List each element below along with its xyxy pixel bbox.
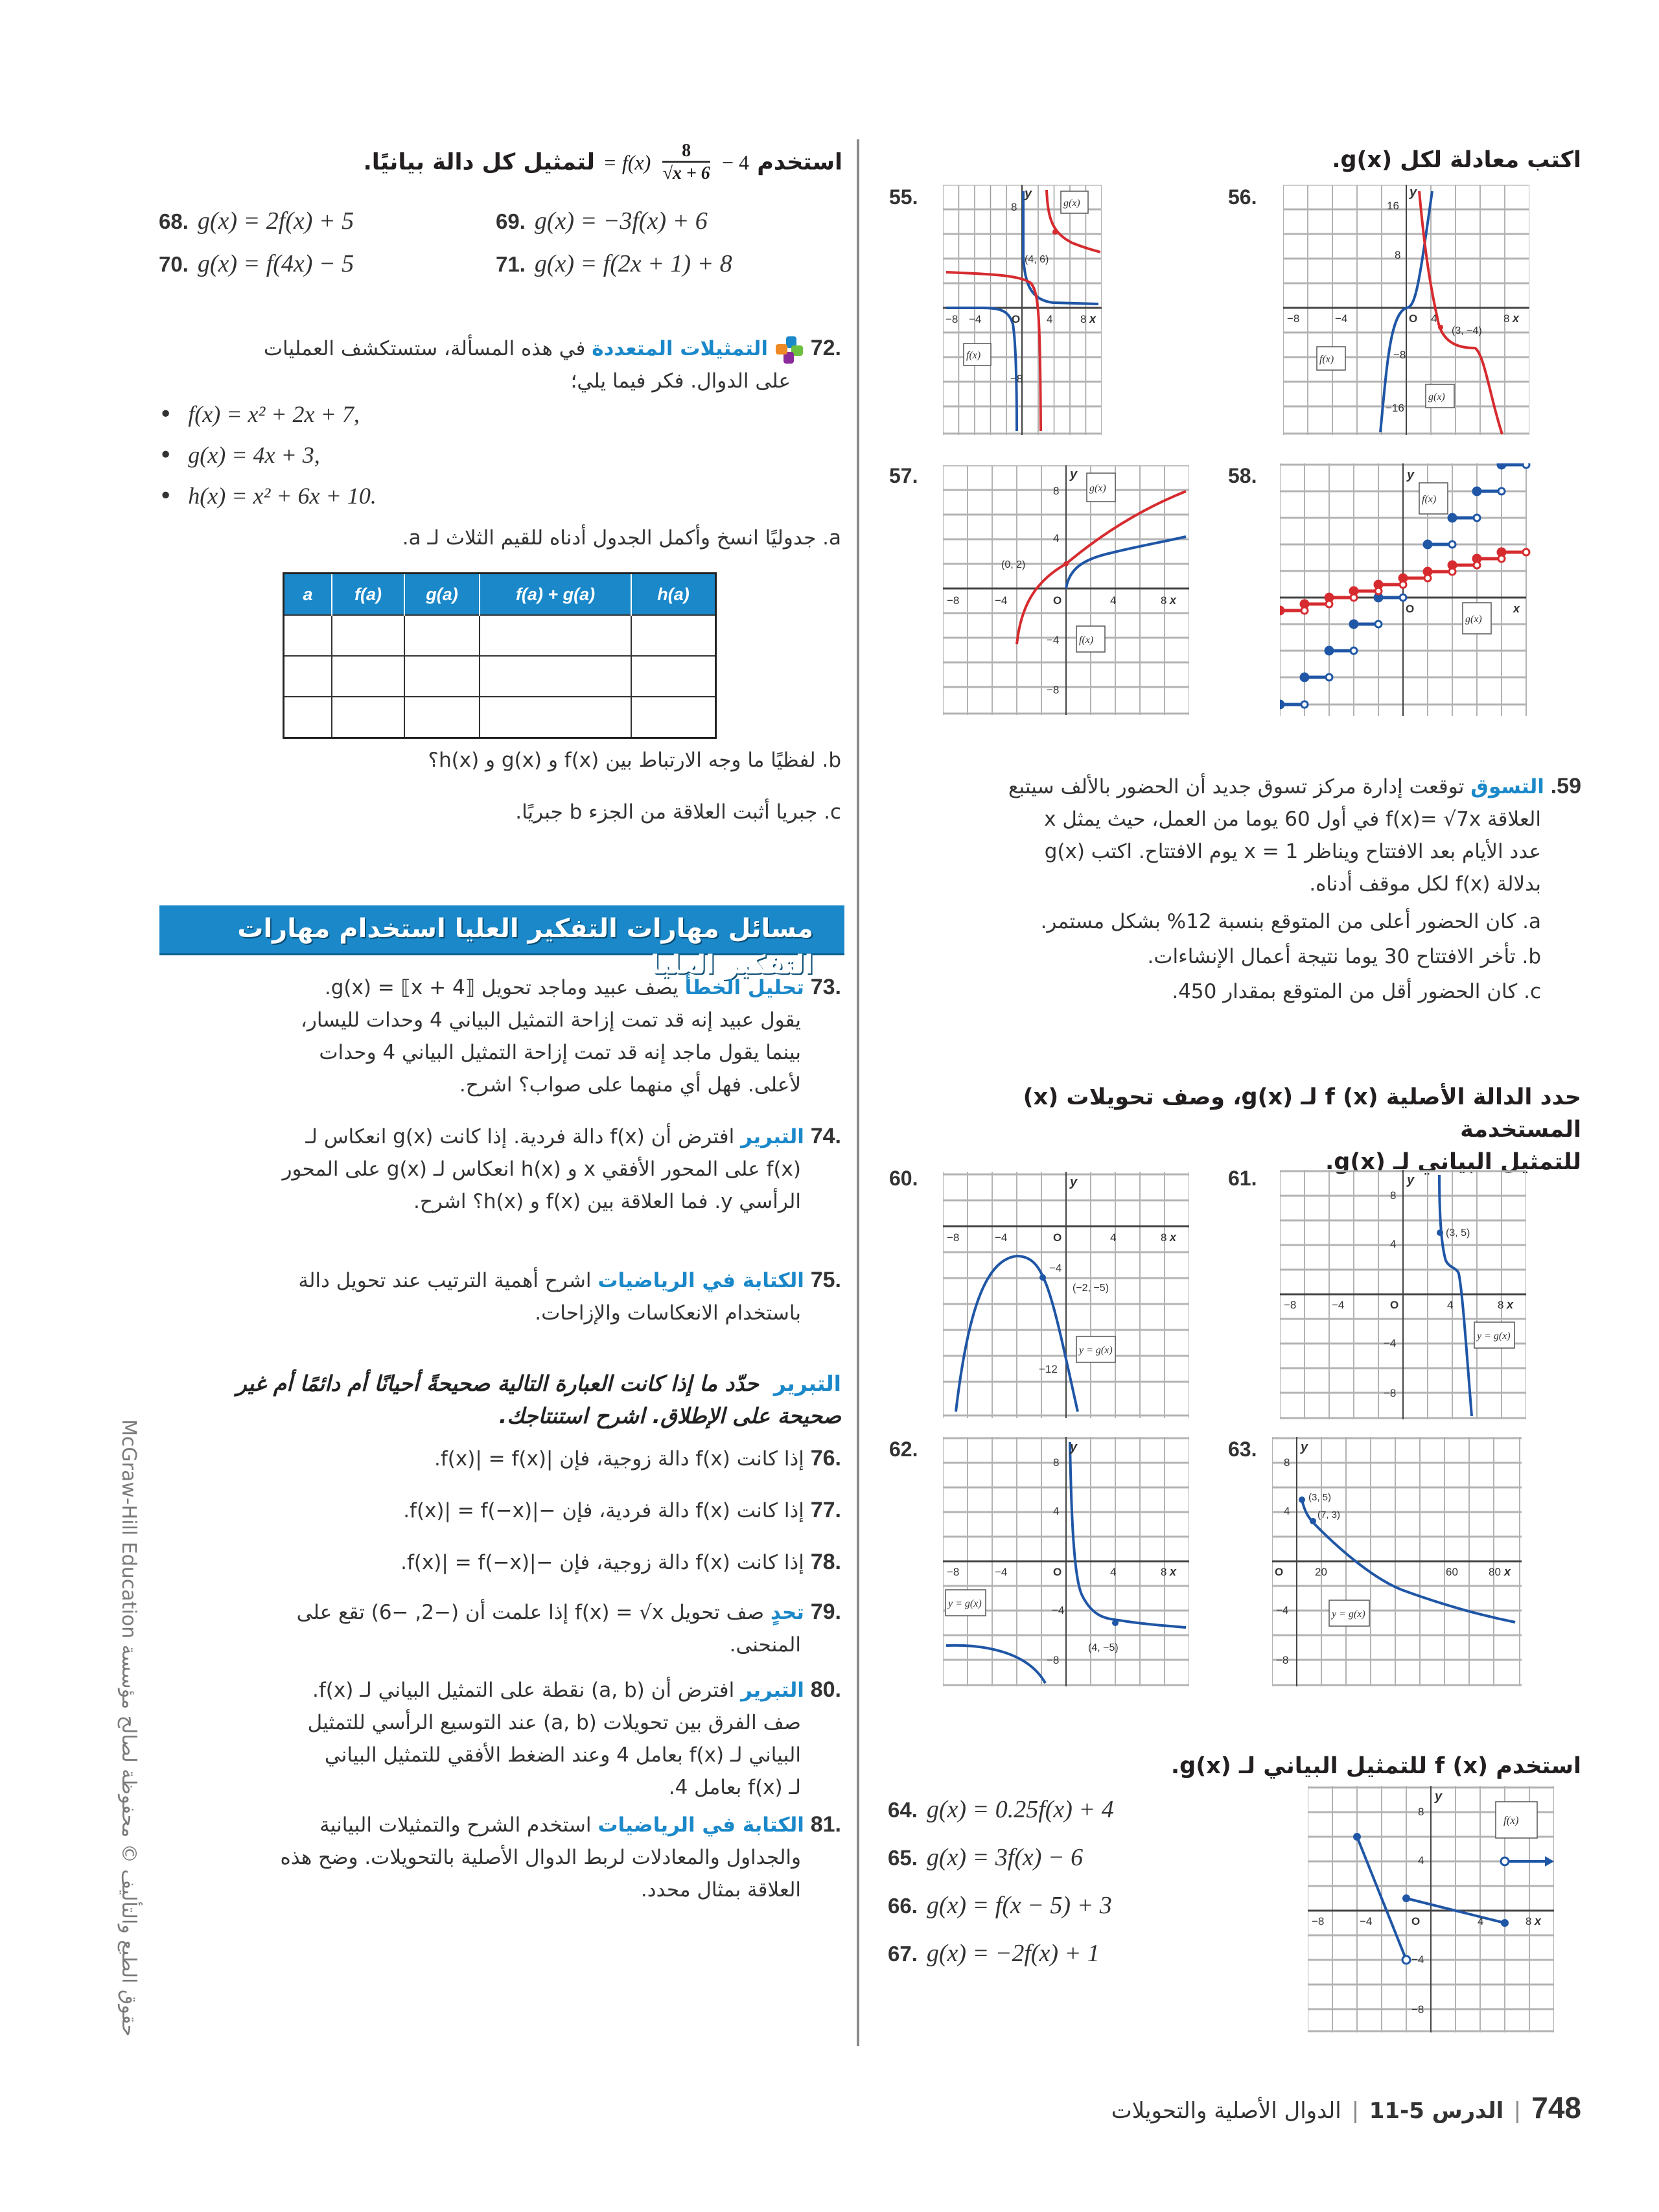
problem-number-56: 56. — [1228, 185, 1257, 209]
banner-title: مسائل مهارات التفكير العليا استخدام مهارات التفكير العليا — [237, 914, 813, 980]
svg-text:8: 8 — [1161, 594, 1167, 607]
problem-72 — [154, 332, 841, 397]
fraction — [662, 141, 710, 185]
svg-text:y: y — [1435, 1789, 1443, 1804]
graph-55 — [943, 185, 1102, 435]
problem-text: والجداول والمعادلات لربط الدوال الأصلية بالتحويلات. وضح هذه — [280, 1846, 801, 1869]
svg-text:−8: −8 — [1411, 2003, 1424, 2016]
sub-item-c: c. كان الحضور أقل من المتوقع بمقدار 450. — [1172, 980, 1541, 1003]
svg-text:8: 8 — [1284, 1456, 1290, 1469]
footer-separator — [1516, 2101, 1518, 2123]
graph-64-67-fx — [1308, 1786, 1554, 2032]
page-footer — [1111, 2090, 1581, 2125]
svg-text:(7, 3): (7, 3) — [1317, 1509, 1341, 1520]
problem-number: .78 — [810, 1550, 841, 1574]
problem-59 — [914, 770, 1581, 1009]
svg-text:y: y — [1410, 185, 1417, 200]
problem-81 — [193, 1808, 841, 1906]
svg-text:4: 4 — [1478, 1915, 1484, 1927]
problem-text: البياني لـ f(x) بعامل 4 وعند الضغط الأفقي للتمثيل البياني — [324, 1743, 801, 1767]
cell — [284, 656, 332, 697]
svg-text:−4: −4 — [1049, 1262, 1062, 1274]
svg-text:O: O — [1053, 1231, 1062, 1244]
problem-text: إذا كانت f(x) دالة فردية، فإن −|f(x)| = f(−x). — [403, 1499, 804, 1522]
svg-text:f(x): f(x) — [1079, 634, 1094, 646]
svg-text:f(x): f(x) — [1503, 1814, 1519, 1826]
problem-text: عدد الأيام بعد الافتتاح ويناظر x = 1 يوم الافتتاح. اكتب g(x) — [1044, 840, 1541, 863]
svg-text:x: x — [1170, 1565, 1177, 1578]
instruction-64-67: استخدم f (x) للتمثيل البياني لـ g(x). — [1170, 1753, 1581, 1779]
svg-text:x: x — [1170, 594, 1177, 607]
table-72 — [283, 572, 717, 739]
keyword-challenge: تحدٍ — [770, 1601, 804, 1624]
bullet-h: • h(x) = x² + 6x + 10. — [159, 476, 377, 517]
svg-text:−4: −4 — [995, 1231, 1008, 1244]
svg-text:O: O — [1012, 313, 1021, 325]
svg-text:−4: −4 — [1411, 1953, 1424, 1966]
problem-text: استخدم الشرح والتمثيلات البيانية — [319, 1813, 592, 1837]
svg-text:y = g(x): y = g(x) — [1079, 1345, 1113, 1356]
problem-text: f(x) على المحور الأفقي x و h(x) انعكاس لـ g(x) على المحور — [282, 1158, 801, 1181]
svg-text:−8: −8 — [1287, 312, 1300, 325]
graph-57 — [943, 465, 1189, 715]
problem-text: إذا كانت f(x) دالة زوجية، فإن |f(x)| = f(x). — [434, 1447, 804, 1471]
svg-text:−4: −4 — [1384, 1337, 1397, 1349]
col-fa-plus-ga: f(a) + g(a) — [480, 574, 631, 616]
svg-text:8: 8 — [1418, 1806, 1424, 1818]
svg-text:O: O — [1406, 603, 1415, 615]
keyword-reasoning: التبرير — [741, 1679, 804, 1702]
svg-text:O: O — [1053, 594, 1062, 607]
instruction-line: حدد الدالة الأصلية f (x) لـ g(x)، وصف تحويلات (x) المستخدمة — [1023, 1084, 1581, 1143]
copyright-notice — [114, 1419, 140, 2067]
svg-text:y = g(x): y = g(x) — [1332, 1609, 1365, 1620]
svg-text:4: 4 — [1390, 1238, 1397, 1250]
svg-text:60: 60 — [1446, 1566, 1458, 1578]
problem-text: توقعت إدارة مركز تسوق جديد أن الحضور بالألف سيتبع — [1008, 775, 1465, 798]
problem-text: افترض أن (a, b) نقطة على التمثيل البياني لـ f(x). — [312, 1679, 735, 1702]
svg-text:g(x): g(x) — [1428, 391, 1445, 402]
problem-75 — [193, 1264, 841, 1329]
svg-text:8: 8 — [1395, 249, 1401, 261]
col-fa: f(a) — [332, 574, 404, 616]
svg-text:−8: −8 — [1284, 1299, 1297, 1311]
problem-number: .79 — [810, 1600, 841, 1624]
svg-text:O: O — [1409, 312, 1418, 325]
problem-text: الرأسي y. فما العلاقة بين f(x) و h(x)؟ اشرح. — [413, 1190, 801, 1213]
problem-text: إذا كانت f(x) دالة زوجية، فإن −|f(x)| = f(−x). — [400, 1551, 804, 1574]
svg-text:−4: −4 — [1276, 1604, 1289, 1616]
graph-56 — [1283, 185, 1529, 435]
reasoning-instruction — [193, 1368, 841, 1432]
graph-63 — [1272, 1437, 1522, 1686]
svg-text:4: 4 — [1110, 1231, 1117, 1244]
problem-text: بدلالة f(x) لكل موقف أدناه. — [1309, 872, 1541, 896]
svg-text:20: 20 — [1315, 1566, 1327, 1578]
svg-text:(−2, −5): (−2, −5) — [1073, 1283, 1109, 1294]
svg-text:8: 8 — [1053, 1456, 1060, 1469]
svg-text:−8: −8 — [1393, 349, 1406, 361]
svg-text:−8: −8 — [1384, 1387, 1397, 1399]
equation-71: 71. g(x) = f(2x + 1) + 8 — [496, 250, 732, 277]
svg-text:−4: −4 — [995, 594, 1008, 607]
cell — [332, 697, 404, 738]
svg-text:4: 4 — [1047, 313, 1053, 325]
svg-text:x: x — [1504, 1565, 1511, 1578]
col-a: a — [284, 574, 332, 616]
svg-text:−8: −8 — [1047, 1654, 1060, 1666]
keyword-reasoning: التبرير — [741, 1125, 804, 1148]
svg-text:−8: −8 — [947, 1231, 960, 1244]
svg-text:f(x): f(x) — [1422, 494, 1437, 505]
problem-number: .76 — [810, 1446, 841, 1471]
svg-text:y: y — [1025, 187, 1032, 201]
svg-text:8: 8 — [1498, 1299, 1504, 1311]
svg-text:−8: −8 — [1010, 373, 1023, 385]
svg-text:8: 8 — [1053, 485, 1060, 497]
svg-text:x: x — [1507, 1298, 1514, 1311]
instruction-60-63 — [914, 1081, 1581, 1178]
instruction-pre: استخدم — [757, 149, 842, 176]
svg-text:y = g(x): y = g(x) — [948, 1598, 982, 1609]
problem-text: العلاقة بمثال محدد. — [640, 1878, 801, 1902]
svg-text:8: 8 — [1161, 1231, 1167, 1244]
svg-text:x: x — [1513, 312, 1520, 325]
svg-text:−4: −4 — [1335, 312, 1348, 325]
problem-number: .80 — [810, 1677, 841, 1702]
keyword-shopping: التسوق — [1470, 775, 1544, 798]
multiple-representations-icon — [774, 335, 804, 365]
svg-text:−12: −12 — [1039, 1363, 1058, 1375]
problem-text: اشرح أهمية الترتيب عند تحويل دالة — [298, 1269, 592, 1292]
problem-number-63: 63. — [1228, 1438, 1257, 1461]
svg-text:8: 8 — [1011, 201, 1017, 213]
sub-item-a: a. كان الحضور أعلى من المتوقع بنسبة 12% بشكل مستمر. — [1040, 910, 1541, 933]
cell — [480, 615, 631, 656]
col-ga: g(a) — [404, 574, 480, 616]
equation-70: 70. g(x) = f(4x) − 5 — [159, 250, 354, 277]
svg-text:g(x): g(x) — [1089, 483, 1106, 494]
svg-text:y: y — [1070, 1175, 1078, 1189]
column-divider — [857, 139, 859, 2046]
keyword-writing-in-math: الكتابة في الرياضيات — [597, 1269, 804, 1292]
svg-text:(4, −5): (4, −5) — [1088, 1642, 1119, 1653]
svg-text:8: 8 — [1526, 1915, 1532, 1927]
problem-80 — [193, 1673, 841, 1804]
problem-number: .81 — [810, 1812, 841, 1837]
cell — [332, 615, 404, 656]
cell — [332, 656, 404, 697]
equation-69: 69. g(x) = −3f(x) + 6 — [496, 207, 708, 235]
problem-number: .73 — [810, 975, 841, 999]
cell — [404, 697, 480, 738]
svg-text:4: 4 — [1110, 1566, 1117, 1578]
svg-text:O: O — [1053, 1566, 1062, 1578]
problem-text: يقول عبيد إنه قد تمت إزاحة التمثيل البياني 4 وحدات لليسار، — [300, 1008, 801, 1032]
table-row — [284, 615, 716, 656]
svg-text:y: y — [1070, 467, 1078, 482]
svg-text:4: 4 — [1447, 1299, 1454, 1311]
svg-text:(4, 6): (4, 6) — [1025, 254, 1049, 265]
equation-64: 64. g(x) = 0.25f(x) + 4 — [888, 1796, 1114, 1823]
footer-separator — [1354, 2101, 1356, 2123]
sub-item-72b: b. لفظيًا ما وجه الارتباط بين f(x) و g(x) و h(x)؟ — [428, 749, 841, 772]
problem-number: .74 — [810, 1124, 841, 1148]
svg-text:x: x — [1513, 602, 1520, 615]
svg-text:4: 4 — [1431, 312, 1437, 325]
svg-text:−4: −4 — [1047, 634, 1060, 646]
problem-number-57: 57. — [889, 464, 918, 487]
svg-text:−4: −4 — [995, 1566, 1008, 1578]
problem-78 — [258, 1546, 841, 1579]
cell — [631, 615, 716, 656]
lesson-title: الدوال الأصلية والتحويلات — [1111, 2098, 1341, 2124]
cell — [284, 697, 332, 738]
svg-text:O: O — [1275, 1566, 1284, 1578]
equation-68: 68. g(x) = 2f(x) + 5 — [159, 207, 354, 235]
svg-text:−4: −4 — [969, 313, 982, 325]
svg-text:16: 16 — [1387, 200, 1399, 212]
problem-text: بينما يقول ماجد إنه قد تمت إزاحة التمثيل البياني 4 وحدات — [319, 1041, 801, 1064]
svg-text:4: 4 — [1284, 1505, 1290, 1517]
keyword-error-analysis: تحليل الخطأ — [684, 976, 804, 999]
problem-text: العلاقة f(x)= √7x في أول 60 يوما من العمل، حيث يمثل x — [1044, 808, 1541, 831]
sub-item-72a: a. جدوليًا انسخ وأكمل الجدول أدناه للقيم الثلاث لـ a. — [402, 526, 841, 550]
cell — [404, 656, 480, 697]
graph-60 — [943, 1172, 1189, 1418]
svg-text:(3, 5): (3, 5) — [1446, 1228, 1470, 1239]
svg-text:−4: −4 — [1052, 1604, 1065, 1616]
copyright-text: McGraw-Hill Education حقوق الطبع والتأليف © محفوظة لصالح مؤسسة — [117, 1419, 140, 2037]
section-banner-higher-order-thinking — [159, 905, 844, 980]
equation-67: 67. g(x) = −2f(x) + 1 — [888, 1940, 1100, 1967]
fraction-numerator: 8 — [662, 141, 710, 163]
instruction-line: صحيحة على الإطلاق. اشرح استنتاجك. — [498, 1403, 841, 1428]
svg-text:4: 4 — [1110, 594, 1117, 607]
svg-text:y: y — [1407, 468, 1415, 482]
problem-number-62: 62. — [889, 1438, 918, 1461]
problem-number: .75 — [810, 1268, 841, 1292]
cell — [480, 656, 631, 697]
problem-text: على الدوال. فكر فيما يلي؛ — [570, 369, 791, 393]
cell — [404, 615, 480, 656]
svg-text:−8: −8 — [1276, 1654, 1289, 1666]
svg-text:O: O — [1390, 1299, 1399, 1311]
col-ha: h(a) — [631, 574, 716, 616]
svg-text:−8: −8 — [946, 313, 958, 325]
equations-68-71 — [159, 206, 846, 292]
problem-text: صف تحويل f(x) = √x إذا علمت أن (−2, −6) تقع على — [296, 1601, 765, 1624]
keyword-reasoning: التبرير — [773, 1371, 841, 1396]
table-row — [284, 697, 716, 738]
svg-text:80: 80 — [1489, 1566, 1501, 1578]
svg-text:−8: −8 — [1047, 684, 1060, 696]
equations-64-67 — [888, 1786, 1114, 1977]
graph-61 — [1280, 1170, 1526, 1419]
svg-text:(0, 2): (0, 2) — [1001, 559, 1026, 570]
problem-text: في هذه المسألة، ستستكشف العمليات — [263, 337, 586, 360]
svg-text:−4: −4 — [1332, 1299, 1345, 1311]
cell — [631, 656, 716, 697]
svg-text:(3, −4): (3, −4) — [1452, 325, 1482, 336]
problem-number-60: 60. — [889, 1167, 918, 1190]
svg-text:O: O — [1411, 1915, 1421, 1927]
svg-text:x: x — [1170, 1231, 1177, 1244]
svg-text:−8: −8 — [947, 594, 960, 607]
problem-73 — [193, 971, 841, 1101]
bullet-f: • f(x) = x² + 2x + 7, — [159, 394, 377, 435]
svg-text:f(x): f(x) — [1319, 354, 1334, 365]
svg-text:−8: −8 — [947, 1566, 960, 1578]
svg-text:g(x): g(x) — [1465, 614, 1482, 625]
svg-text:(3, 5): (3, 5) — [1308, 1492, 1332, 1503]
cell — [480, 697, 631, 738]
svg-text:4: 4 — [1053, 1505, 1060, 1517]
svg-text:y = g(x): y = g(x) — [1477, 1331, 1511, 1342]
problem-number: .72 — [810, 336, 841, 360]
graph-62 — [943, 1437, 1189, 1686]
keyword-writing-in-math: الكتابة في الرياضيات — [597, 1813, 804, 1837]
cell — [284, 615, 332, 656]
svg-text:x: x — [1535, 1915, 1542, 1927]
sub-item-b: b. تأخر الافتتاح 30 يوما نتيجة أعمال الإنشاءات. — [1147, 945, 1541, 968]
problem-text: لأعلى. فهل أي منهما على صواب؟ اشرح. — [459, 1073, 801, 1097]
problem-76 — [258, 1442, 841, 1475]
bullet-g: • g(x) = 4x + 3, — [159, 435, 377, 476]
equation-65: 65. g(x) = 3f(x) − 6 — [888, 1844, 1084, 1871]
problem-number-58: 58. — [1228, 464, 1257, 487]
problem-number: 59. — [1550, 774, 1581, 798]
svg-text:−4: −4 — [1360, 1915, 1373, 1927]
svg-text:8: 8 — [1503, 312, 1510, 325]
svg-text:−16: −16 — [1386, 402, 1404, 414]
instruction-post: لتمثيل كل دالة بيانيًا. — [363, 149, 596, 176]
svg-text:y: y — [1301, 1440, 1308, 1454]
problem-text: لـ f(x) بعامل 4. — [668, 1776, 801, 1799]
svg-text:f(x): f(x) — [966, 350, 981, 361]
instruction-line: للتمثيل البياني لـ g(x). — [1325, 1149, 1581, 1175]
instruction-68-71: استخدم 4 − $\frac{8}{√x + 6}$ f(x) = لتمثيل كل دالة بيانيًا. — [363, 141, 842, 183]
problem-74 — [193, 1120, 841, 1218]
problem-number: .77 — [810, 1498, 841, 1522]
problem-number-55: 55. — [889, 185, 918, 209]
problem-number-61: 61. — [1228, 1167, 1257, 1190]
svg-text:8: 8 — [1161, 1566, 1167, 1578]
page-number: 748 — [1531, 2091, 1581, 2125]
svg-text:−8: −8 — [1312, 1915, 1325, 1927]
problem-text: المنحنى. — [729, 1633, 801, 1657]
sub-item-72c: c. جبريا أثبت العلاقة من الجزء b جبريًا. — [515, 800, 841, 824]
equation-66: 66. g(x) = f(x − 5) + 3 — [888, 1892, 1112, 1919]
problem-text: باستخدام الانعكاسات والإزاحات. — [535, 1301, 801, 1325]
instruction-55-58: اكتب معادلة لكل g(x). — [1332, 147, 1581, 173]
function-list-72 — [159, 394, 377, 517]
problem-79 — [193, 1596, 841, 1661]
problem-text: افترض أن f(x) دالة فردية. إذا كانت g(x) انعكاس لـ — [305, 1125, 735, 1148]
svg-text:y: y — [1407, 1173, 1415, 1187]
cell — [631, 697, 716, 738]
problem-text: صف الفرق بين تحويلات (a, b) عند التوسيع الرأسي للتمثيل — [307, 1711, 801, 1734]
lesson-label: الدرس 5-11 — [1369, 2098, 1504, 2124]
svg-text:y: y — [1070, 1440, 1078, 1454]
graph-58 — [1280, 463, 1536, 716]
svg-text:g(x): g(x) — [1063, 198, 1080, 209]
problem-77 — [258, 1494, 841, 1527]
svg-text:4: 4 — [1418, 1854, 1424, 1867]
keyword-multiple-representations: التمثيلات المتعددة — [592, 337, 768, 360]
problem-text: يصف عبيد وماجد تحويل g(x) = ⟦x + 4⟧. — [324, 976, 679, 999]
table-row — [284, 656, 716, 697]
fraction-denominator: √x + 6 — [662, 163, 710, 183]
svg-text:8: 8 — [1080, 313, 1087, 325]
svg-text:x: x — [1089, 312, 1096, 325]
svg-text:8: 8 — [1390, 1189, 1397, 1202]
instruction-line: حدّد ما إذا كانت العبارة التالية صحيحةً أحيانًا أم دائمًا أم غير — [236, 1371, 759, 1396]
svg-text:4: 4 — [1053, 532, 1060, 544]
